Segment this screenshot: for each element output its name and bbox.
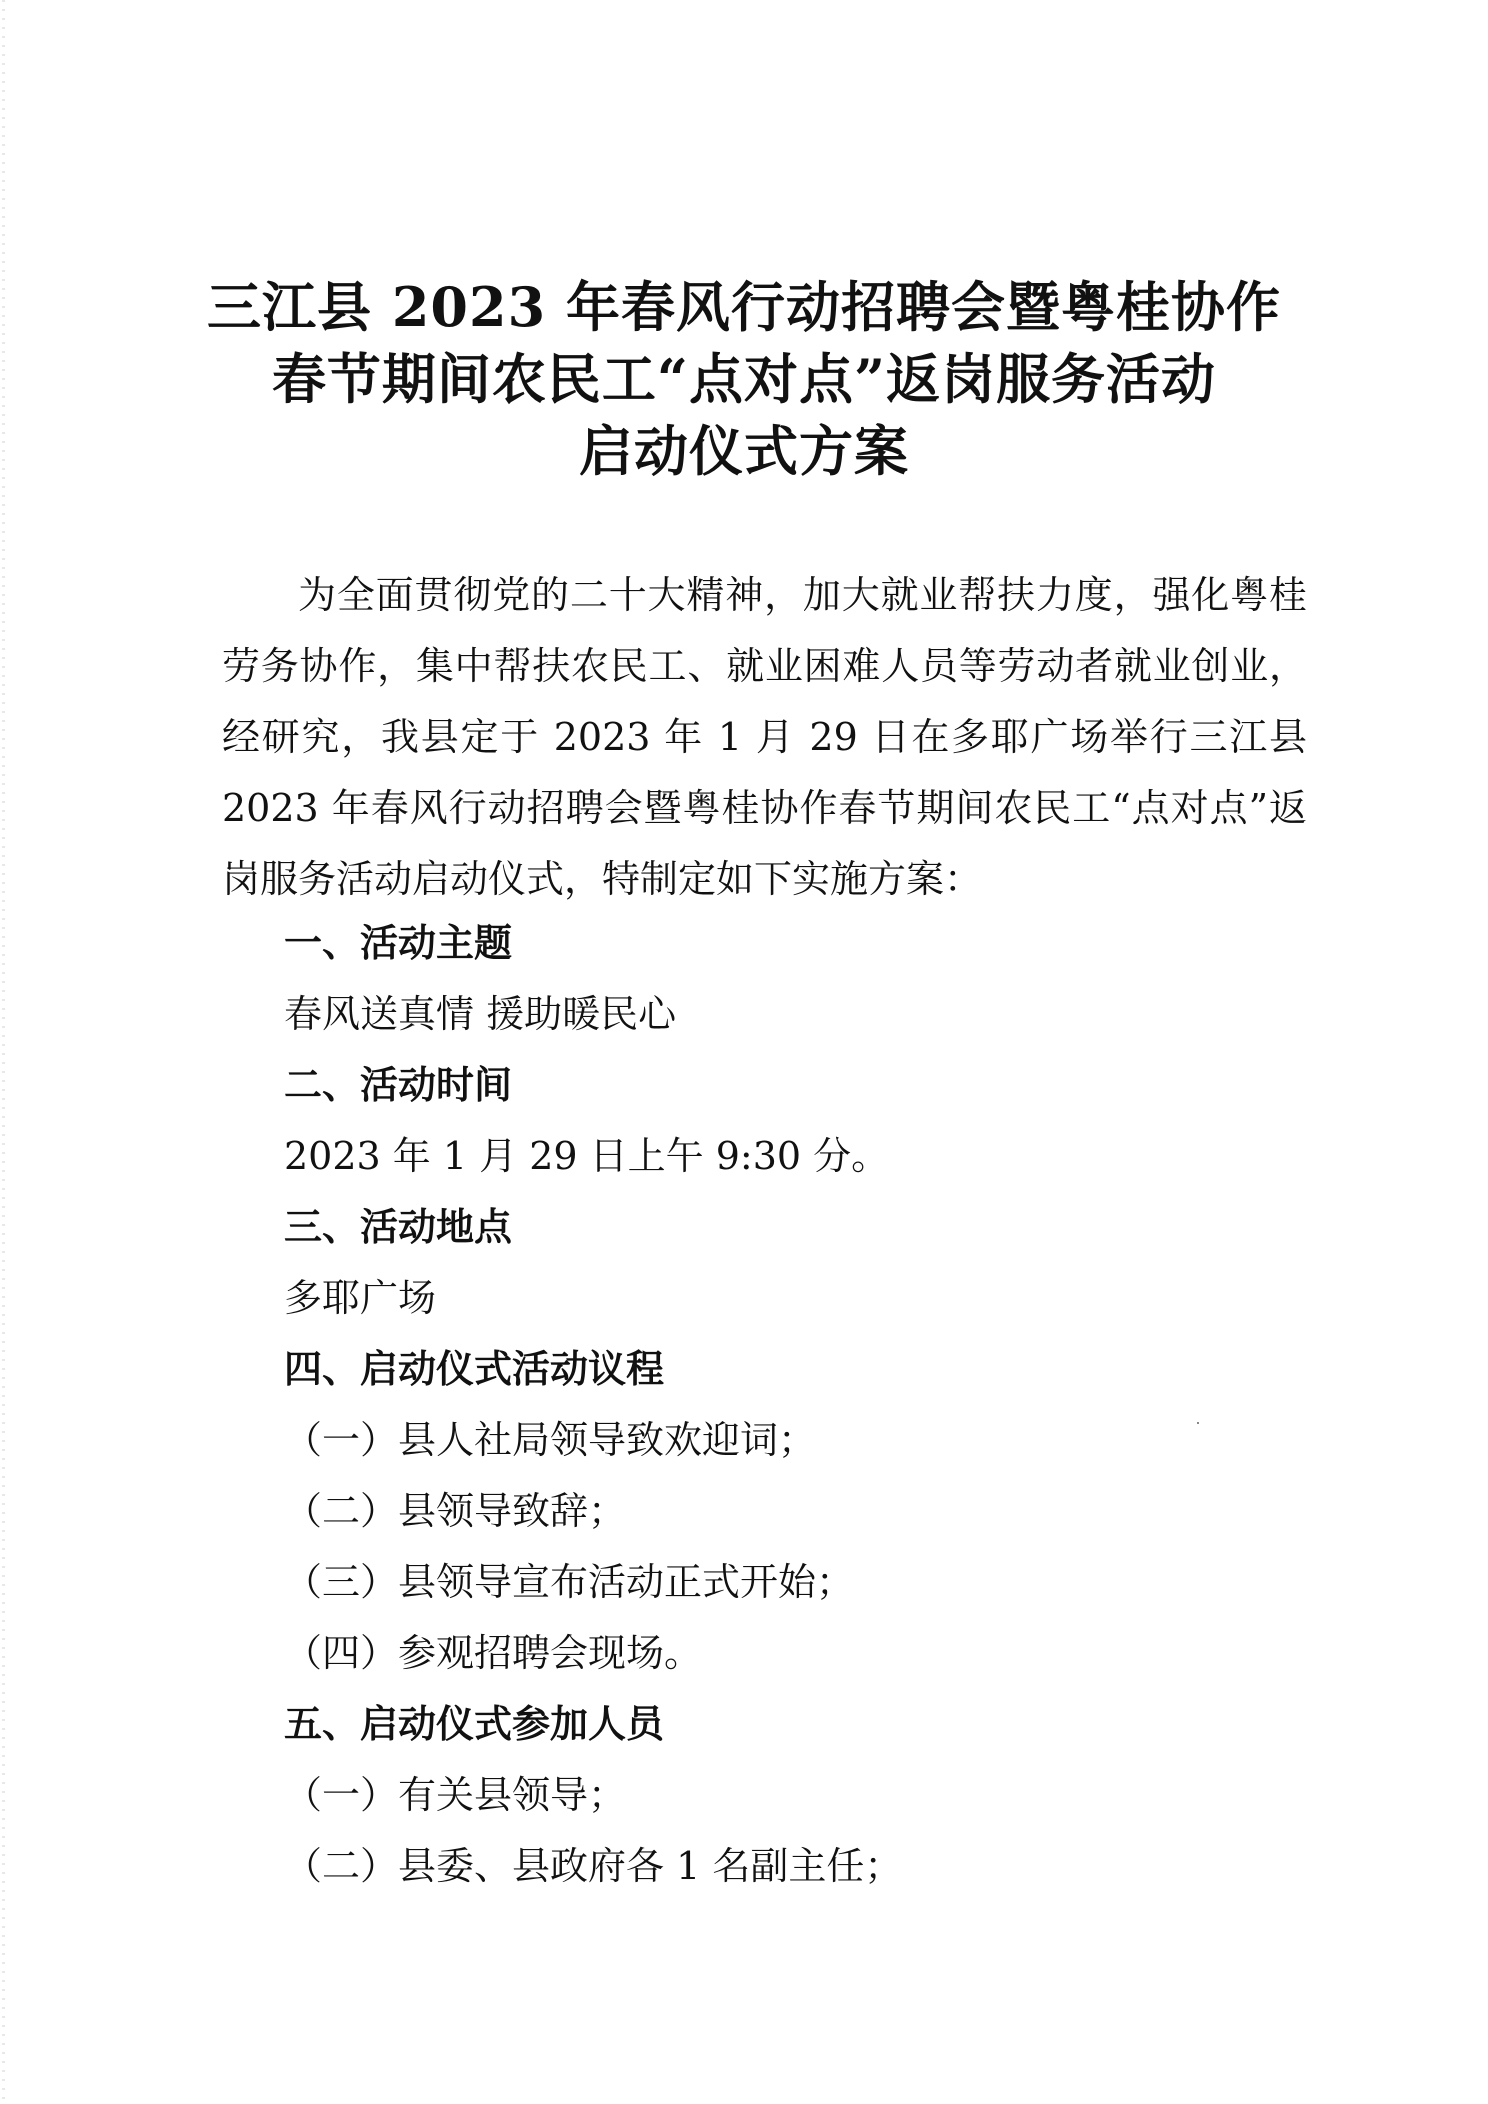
participant-item: （一）有关县领导；: [284, 1773, 627, 1817]
section-text-location: 多耶广场: [284, 1276, 437, 1320]
section-heading-agenda: 四、启动仪式活动议程: [284, 1347, 665, 1391]
agenda-item: （二）县领导致辞；: [284, 1489, 627, 1533]
document-title-line-1: 三江县 2023 年春风行动招聘会暨粤桂协作: [207, 275, 1281, 339]
scan-speck: [1197, 1422, 1199, 1424]
section-heading-theme: 一、活动主题: [284, 921, 513, 965]
section-text-theme: 春风送真情 援助暖民心: [284, 992, 677, 1036]
agenda-item: （四）参观招聘会现场。: [284, 1631, 703, 1675]
document-title-line-3: 启动仪式方案: [579, 419, 909, 483]
intro-paragraph: 为全面贯彻党的二十大精神，加大就业帮扶力度，强化粤桂劳务协作，集中帮扶农民工、就业困难人员等劳动者就业创业，经研究，我县定于 2023 年 1 月 29 日在多耶广场举行三江县 2023 年春风行动招聘会暨粤桂协作春节期间农民工“点对点”返岗服务活动启动仪式，特制定如下实施方案：: [222, 573, 1307, 901]
section-heading-time: 二、活动时间: [284, 1063, 513, 1107]
section-heading-location: 三、活动地点: [284, 1205, 513, 1249]
agenda-item: （三）县领导宣布活动正式开始；: [284, 1560, 855, 1604]
participant-item: （二）县委、县政府各 1 名副主任；: [284, 1844, 903, 1888]
section-heading-participants: 五、启动仪式参加人员: [284, 1702, 665, 1746]
document-title-line-2: 春节期间农民工“点对点”返岗服务活动: [271, 347, 1217, 411]
agenda-item: （一）县人社局领导致欢迎词；: [284, 1418, 817, 1462]
section-text-time: 2023 年 1 月 29 日上午 9:30 分。: [284, 1134, 890, 1178]
